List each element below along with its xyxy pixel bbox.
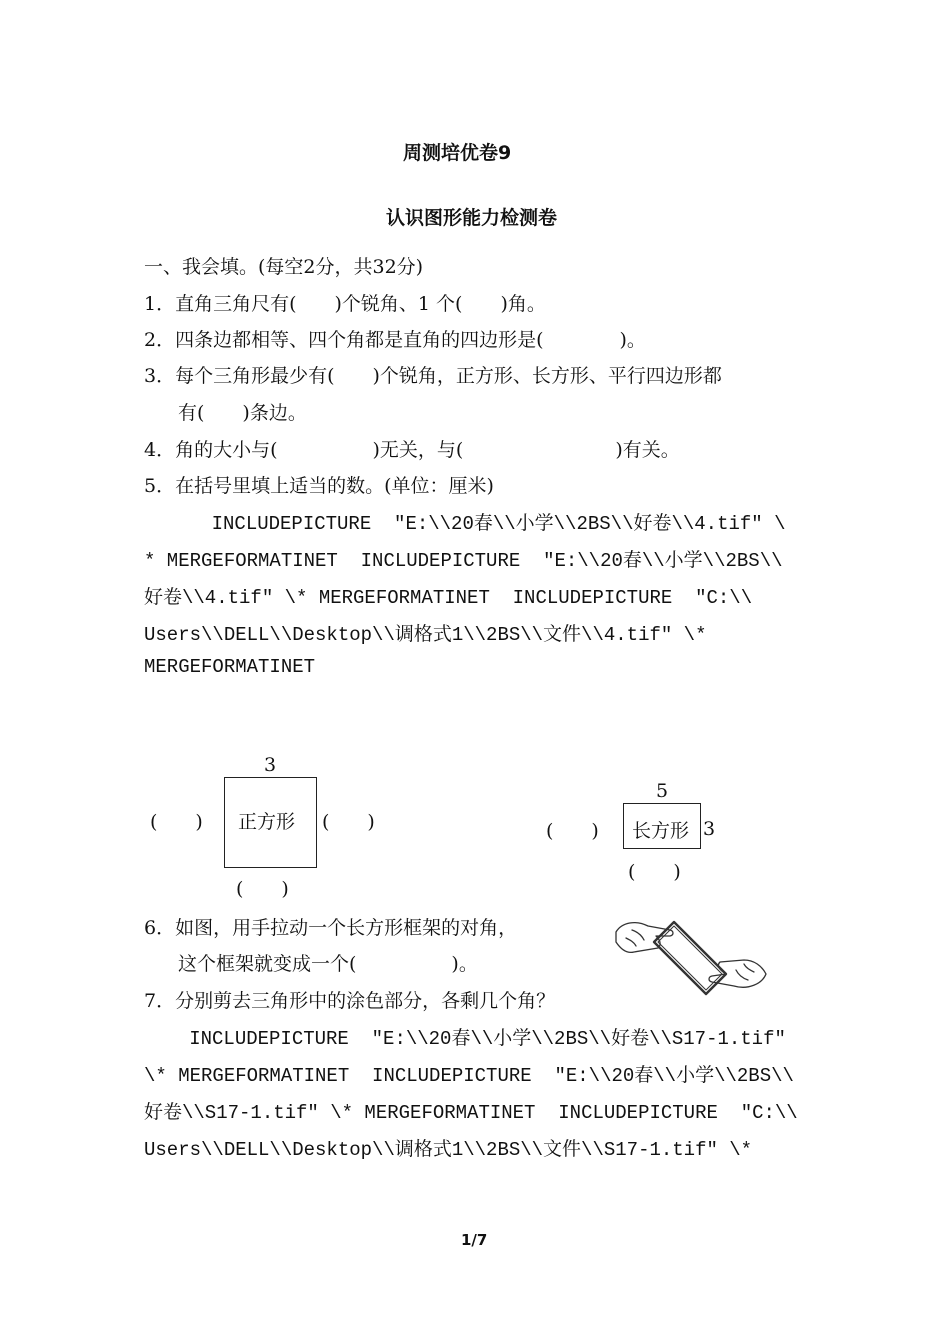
hands-frame-illustration (612, 908, 770, 1000)
page-subtitle: 认识图形能力检测卷 (386, 207, 558, 229)
field-code-line: 好卷\\S17-1.tif" \* MERGEFORMATINET INCLUDEPICTURE "C:\\ (144, 1102, 798, 1124)
section-heading: 一、我会填。(每空2分，共32分) (144, 256, 424, 278)
rectangle-label: 长方形 (632, 820, 690, 842)
question-4: 4．角的大小与( )无关，与( )有关。 (144, 439, 680, 461)
page-number: 1/7 (461, 1231, 488, 1249)
rectangle-top-length: 5 (656, 780, 669, 802)
question-1: 1．直角三角尺有( )个锐角、1 个( )角。 (144, 293, 546, 315)
square-top-length: 3 (264, 754, 277, 776)
field-code-line: MERGEFORMATINET (144, 656, 316, 678)
rectangle-right-length: 3 (703, 818, 716, 840)
square-left-blank: ( ) (150, 811, 203, 833)
question-6-line1: 6．如图，用手拉动一个长方形框架的对角， (144, 917, 518, 939)
question-3-line1: 3．每个三角形最少有( )个锐角，正方形、长方形、平行四边形都 (144, 365, 722, 387)
field-code-line: Users\\DELL\\Desktop\\调格式1\\2BS\\文件\\S17-1.tif" \* (144, 1139, 753, 1161)
rectangle-left-blank: ( ) (546, 820, 599, 842)
question-3-line2: 有( )条边。 (178, 402, 307, 424)
rectangle-bottom-blank: ( ) (628, 861, 681, 883)
field-code-line: * MERGEFORMATINET INCLUDEPICTURE "E:\\20春\\小学\\2BS\\ (144, 550, 783, 572)
field-code-line: Users\\DELL\\Desktop\\调格式1\\2BS\\文件\\4.tif" \* (144, 624, 707, 646)
field-code-line: INCLUDEPICTURE "E:\\20春\\小学\\2BS\\好卷\\4.tif" \ (166, 513, 786, 535)
square-bottom-blank: ( ) (236, 878, 289, 900)
page-title: 周测培优卷9 (403, 142, 512, 164)
field-code-line: \* MERGEFORMATINET INCLUDEPICTURE "E:\\20春\\小学\\2BS\\ (144, 1065, 794, 1087)
field-code-line: 好卷\\4.tif" \* MERGEFORMATINET INCLUDEPICTURE "C:\\ (144, 587, 753, 609)
question-6-line2: 这个框架就变成一个( )。 (178, 953, 478, 975)
square-label: 正方形 (238, 811, 296, 833)
square-right-blank: ( ) (322, 811, 375, 833)
field-code-line: INCLUDEPICTURE "E:\\20春\\小学\\2BS\\好卷\\S17-1.tif" (155, 1028, 786, 1050)
question-2: 2．四条边都相等、四个角都是直角的四边形是( )。 (144, 329, 646, 351)
question-7: 7．分别剪去三角形中的涂色部分，各剩几个角？ (144, 990, 556, 1012)
question-5: 5．在括号里填上适当的数。(单位：厘米) (144, 475, 494, 497)
